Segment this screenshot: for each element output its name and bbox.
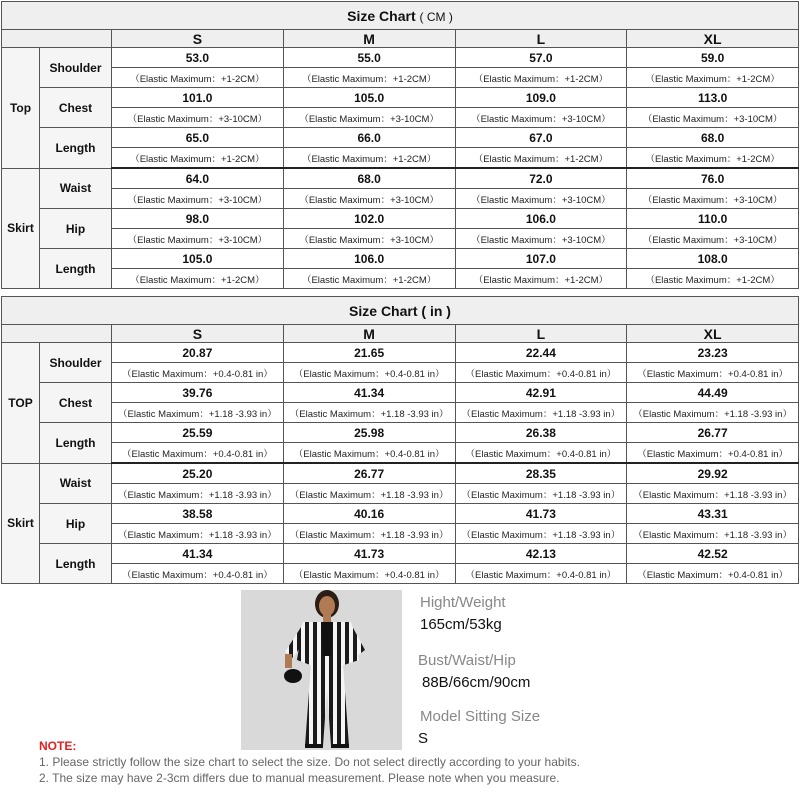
elastic-note: （Elastic Maximum：+0.4-0.81 in） <box>112 564 284 584</box>
table-cell-value: 65.0 <box>112 128 284 148</box>
elastic-note: （Elastic Maximum：+1-2CM） <box>627 68 799 88</box>
table-cell-value: 43.31 <box>627 504 799 524</box>
table-cell-value: 67.0 <box>455 128 627 148</box>
table-cell-value: 25.59 <box>112 423 284 443</box>
table-cell-value: 28.35 <box>455 463 627 484</box>
bust-waist-hip-label: Bust/Waist/Hip <box>418 652 516 669</box>
table-cell-value: 113.0 <box>627 88 799 108</box>
table-cell-value: 39.76 <box>112 383 284 403</box>
note-line-2: 2. The size may have 2-3cm differs due to manual measurement. Please note when you measure. <box>39 771 560 785</box>
table-cell-value: 53.0 <box>112 48 284 68</box>
elastic-note: （Elastic Maximum：+3-10CM） <box>112 229 284 249</box>
table-cell-value: 20.87 <box>112 343 284 363</box>
table-cell-value: 107.0 <box>455 249 627 269</box>
elastic-note: （Elastic Maximum：+1-2CM） <box>455 148 627 169</box>
elastic-note: （Elastic Maximum：+3-10CM） <box>455 189 627 209</box>
elastic-note: （Elastic Maximum：+1.18 -3.93 in） <box>283 524 455 544</box>
size-header-l: L <box>455 30 627 48</box>
measure-label: Length <box>40 544 112 584</box>
size-header-m: M <box>283 30 455 48</box>
table-cell-value: 23.23 <box>627 343 799 363</box>
chart-title <box>2 2 799 30</box>
table-cell-value: 59.0 <box>627 48 799 68</box>
elastic-note: （Elastic Maximum：+1-2CM） <box>112 148 284 169</box>
elastic-note: （Elastic Maximum：+1.18 -3.93 in） <box>455 484 627 504</box>
model-photo <box>241 590 402 750</box>
table-cell-value: 42.52 <box>627 544 799 564</box>
table-cell-value: 41.73 <box>283 544 455 564</box>
elastic-note: （Elastic Maximum：+0.4-0.81 in） <box>455 564 627 584</box>
elastic-note: （Elastic Maximum：+1.18 -3.93 in） <box>283 403 455 423</box>
table-cell-value: 42.13 <box>455 544 627 564</box>
elastic-note: （Elastic Maximum：+1-2CM） <box>112 68 284 88</box>
table-cell-value: 57.0 <box>455 48 627 68</box>
elastic-note: （Elastic Maximum：+3-10CM） <box>112 108 284 128</box>
elastic-note: （Elastic Maximum：+3-10CM） <box>455 229 627 249</box>
chart-unit: ( in ) <box>421 302 451 319</box>
table-cell-value: 105.0 <box>112 249 284 269</box>
table-cell-value: 25.20 <box>112 463 284 484</box>
table-cell-value: 64.0 <box>112 168 284 189</box>
elastic-note: （Elastic Maximum：+0.4-0.81 in） <box>283 443 455 464</box>
chart-unit: ( CM ) <box>419 9 453 24</box>
table-cell-value: 44.49 <box>627 383 799 403</box>
measure-label: Hip <box>40 504 112 544</box>
model-size-label: Model Sitting Size <box>420 708 541 725</box>
group-skirt: Skirt <box>2 463 40 584</box>
corner-cell <box>2 325 112 343</box>
table-cell-value: 21.65 <box>283 343 455 363</box>
measure-label: Chest <box>40 383 112 423</box>
table-cell-value: 22.44 <box>455 343 627 363</box>
chart-title <box>2 297 799 325</box>
table-cell-value: 106.0 <box>455 209 627 229</box>
corner-cell <box>2 30 112 48</box>
elastic-note: （Elastic Maximum：+1.18 -3.93 in） <box>112 484 284 504</box>
table-cell-value: 109.0 <box>455 88 627 108</box>
elastic-note: （Elastic Maximum：+3-10CM） <box>627 108 799 128</box>
size-header-s: S <box>112 30 284 48</box>
elastic-note: （Elastic Maximum：+3-10CM） <box>112 189 284 209</box>
table-cell-value: 42.91 <box>455 383 627 403</box>
table-cell-value: 40.16 <box>283 504 455 524</box>
measure-label: Chest <box>40 88 112 128</box>
height-weight-label: Hight/Weight <box>420 594 506 611</box>
elastic-note: （Elastic Maximum：+3-10CM） <box>283 189 455 209</box>
elastic-note: （Elastic Maximum：+0.4-0.81 in） <box>455 363 627 383</box>
elastic-note: （Elastic Maximum：+1.18 -3.93 in） <box>627 484 799 504</box>
table-cell-value: 76.0 <box>627 168 799 189</box>
elastic-note: （Elastic Maximum：+1.18 -3.93 in） <box>455 524 627 544</box>
size-header-xl: XL <box>627 325 799 343</box>
measure-label: Length <box>40 249 112 289</box>
elastic-note: （Elastic Maximum：+1.18 -3.93 in） <box>283 484 455 504</box>
table-cell-value: 101.0 <box>112 88 284 108</box>
table-cell-value: 26.77 <box>627 423 799 443</box>
table-cell-value: 25.98 <box>283 423 455 443</box>
elastic-note: （Elastic Maximum：+0.4-0.81 in） <box>627 443 799 464</box>
note-title: NOTE: <box>39 739 77 753</box>
model-size-value: S <box>418 730 429 747</box>
table-cell-value: 55.0 <box>283 48 455 68</box>
note-line-1: 1. Please strictly follow the size chart to select the size. Do not select directly according to your habits. <box>39 755 580 769</box>
measure-label: Waist <box>40 463 112 504</box>
table-cell-value: 41.73 <box>455 504 627 524</box>
elastic-note: （Elastic Maximum：+0.4-0.81 in） <box>627 363 799 383</box>
elastic-note: （Elastic Maximum：+1.18 -3.93 in） <box>627 403 799 423</box>
elastic-note: （Elastic Maximum：+1.18 -3.93 in） <box>112 524 284 544</box>
table-cell-value: 68.0 <box>283 168 455 189</box>
group-top: TOP <box>2 343 40 464</box>
table-cell-value: 108.0 <box>627 249 799 269</box>
elastic-note: （Elastic Maximum：+1-2CM） <box>627 148 799 169</box>
height-weight-value: 165cm/53kg <box>420 616 502 633</box>
size-chart-inch <box>1 296 799 584</box>
elastic-note: （Elastic Maximum：+1-2CM） <box>455 269 627 289</box>
elastic-note: （Elastic Maximum：+0.4-0.81 in） <box>455 443 627 464</box>
elastic-note: （Elastic Maximum：+1-2CM） <box>112 269 284 289</box>
elastic-note: （Elastic Maximum：+1-2CM） <box>455 68 627 88</box>
size-chart-cm <box>1 1 799 289</box>
chart-title-text: Size Chart <box>347 7 416 24</box>
measure-label: Length <box>40 128 112 169</box>
table-cell-value: 41.34 <box>283 383 455 403</box>
elastic-note: （Elastic Maximum：+0.4-0.81 in） <box>112 363 284 383</box>
measure-label: Shoulder <box>40 343 112 383</box>
elastic-note: （Elastic Maximum：+1-2CM） <box>283 148 455 169</box>
measure-label: Length <box>40 423 112 464</box>
size-header-xl: XL <box>627 30 799 48</box>
size-header-m: M <box>283 325 455 343</box>
table-cell-value: 68.0 <box>627 128 799 148</box>
table-cell-value: 38.58 <box>112 504 284 524</box>
elastic-note: （Elastic Maximum：+3-10CM） <box>283 108 455 128</box>
table-cell-value: 102.0 <box>283 209 455 229</box>
table-cell-value: 98.0 <box>112 209 284 229</box>
table-cell-value: 106.0 <box>283 249 455 269</box>
elastic-note: （Elastic Maximum：+3-10CM） <box>627 189 799 209</box>
group-top: Top <box>2 48 40 169</box>
table-cell-value: 26.38 <box>455 423 627 443</box>
table-cell-value: 72.0 <box>455 168 627 189</box>
chart-title-text: Size Chart <box>349 302 418 319</box>
elastic-note: （Elastic Maximum：+1.18 -3.93 in） <box>627 524 799 544</box>
elastic-note: （Elastic Maximum：+3-10CM） <box>627 229 799 249</box>
table-cell-value: 29.92 <box>627 463 799 484</box>
elastic-note: （Elastic Maximum：+1.18 -3.93 in） <box>112 403 284 423</box>
elastic-note: （Elastic Maximum：+0.4-0.81 in） <box>627 564 799 584</box>
elastic-note: （Elastic Maximum：+1-2CM） <box>283 68 455 88</box>
elastic-note: （Elastic Maximum：+1-2CM） <box>283 269 455 289</box>
table-cell-value: 26.77 <box>283 463 455 484</box>
table-cell-value: 66.0 <box>283 128 455 148</box>
table-cell-value: 110.0 <box>627 209 799 229</box>
group-skirt: Skirt <box>2 168 40 289</box>
size-header-s: S <box>112 325 284 343</box>
bust-waist-hip-value: 88B/66cm/90cm <box>422 674 531 691</box>
measure-label: Hip <box>40 209 112 249</box>
table-cell-value: 105.0 <box>283 88 455 108</box>
elastic-note: （Elastic Maximum：+3-10CM） <box>455 108 627 128</box>
elastic-note: （Elastic Maximum：+1.18 -3.93 in） <box>455 403 627 423</box>
elastic-note: （Elastic Maximum：+0.4-0.81 in） <box>112 443 284 464</box>
size-header-l: L <box>455 325 627 343</box>
elastic-note: （Elastic Maximum：+3-10CM） <box>283 229 455 249</box>
table-cell-value: 41.34 <box>112 544 284 564</box>
measure-label: Shoulder <box>40 48 112 88</box>
elastic-note: （Elastic Maximum：+0.4-0.81 in） <box>283 363 455 383</box>
elastic-note: （Elastic Maximum：+1-2CM） <box>627 269 799 289</box>
model-figure-illustration <box>241 590 402 750</box>
measure-label: Waist <box>40 168 112 209</box>
elastic-note: （Elastic Maximum：+0.4-0.81 in） <box>283 564 455 584</box>
